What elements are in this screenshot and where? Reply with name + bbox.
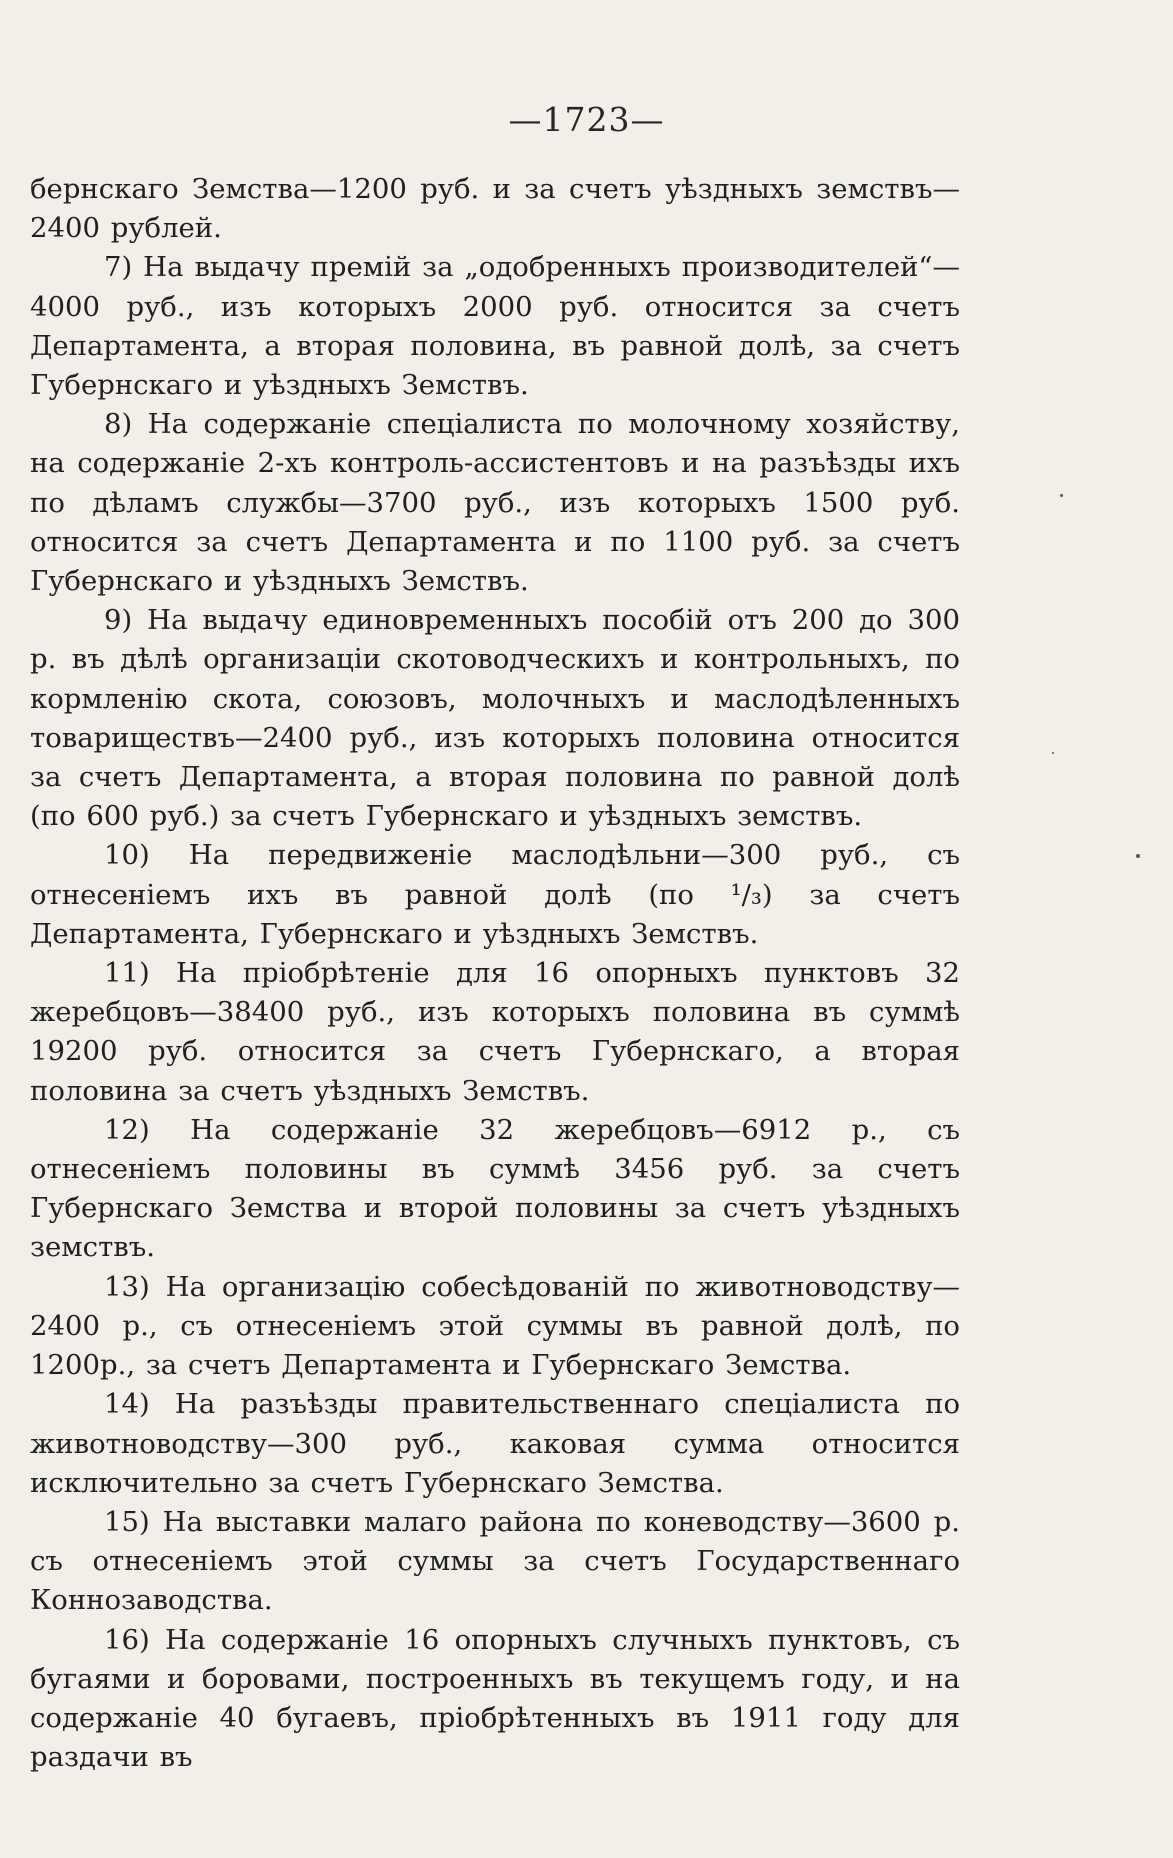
paragraph-item-10: 10) На передвиженіе маслодѣльни—300 руб., съ отнесеніемъ ихъ въ равной долѣ (по ¹/₃) за счетъ Департамента, Губернскаго и уѣздныхъ Земствъ. (30, 839, 960, 950)
paper-speck (1060, 494, 1063, 497)
paragraph-item-13: 13) На организацію собесѣдованій по животноводству— 2400 р., съ отнесеніемъ этой суммы въ равной долѣ, по 1200р., за счетъ Департамента и Губернскаго Земства. (30, 1270, 960, 1382)
body-text (30, 170, 960, 1777)
paragraph-item-15: 15) На выставки малаго района по коневодству—3600 р. съ отнесеніемъ этой суммы за счетъ Государственнаго Коннозаводства. (30, 1505, 960, 1617)
paper-speck (1136, 854, 1140, 858)
page-number: —1723— (508, 100, 665, 139)
paragraph-item-7: 7) На выдачу премій за „одобренныхъ производителей“— 4000 руб., изъ которыхъ 2000 руб. относится за счетъ Департамента, а вторая половина, въ равной долѣ, за счетъ Губернскаго и уѣздныхъ Земствъ. (30, 251, 960, 402)
paragraph-item-12: 12) На содержаніе 32 жеребцовъ—6912 р., съ отнесеніемъ половины въ суммѣ 3456 руб. за счетъ Губернскаго Земства и второй половины за счетъ уѣздныхъ земствъ. (30, 1113, 960, 1264)
paragraph-item-16: 16) На содержаніе 16 опорныхъ случныхъ пунктовъ, съ бугаями и боровами, построенныхъ въ текущемъ году, и на содержаніе 40 бугаевъ, пріобрѣтенныхъ въ 1911 году для раздачи въ (30, 1623, 960, 1774)
paper-speck (1052, 752, 1054, 754)
paragraph-continuation: бернскаго Земства—1200 руб. и за счетъ уѣздныхъ земствъ— 2400 рублей. (30, 173, 960, 245)
paragraph-item-9: 9) На выдачу единовременныхъ пособій отъ 200 до 300 р. въ дѣлѣ организаціи скотоводческихъ и контрольныхъ, по кормленію скота, союзовъ, молочныхъ и маслодѣленныхъ товариществъ—2400 руб., изъ которыхъ половина относится за счетъ Департамента, а вторая половина по равной долѣ (по 600 руб.) за счетъ Губернскаго и уѣздныхъ земствъ. (30, 604, 960, 833)
paragraph-item-8: 8) На содержаніе спеціалиста по молочному хозяйству, на содержаніе 2-хъ контроль-ассистентовъ и на разъѣзды ихъ по дѣламъ службы—3700 руб., изъ которыхъ 1500 руб. относится за счетъ Департамента и по 1100 руб. за счетъ Губернскаго и уѣздныхъ Земствъ. (30, 408, 960, 598)
paragraph-item-11: 11) На пріобрѣтеніе для 16 опорныхъ пунктовъ 32 жеребцовъ—38400 руб., изъ которыхъ половина въ суммѣ 19200 руб. относится за счетъ Губернскаго, а вторая половина за счетъ уѣздныхъ Земствъ. (30, 957, 960, 1107)
paragraph-item-14: 14) На разъѣзды правительственнаго спеціалиста по животноводству—300 руб., каковая сумма относится исключительно за счетъ Губернскаго Земства. (30, 1388, 960, 1499)
